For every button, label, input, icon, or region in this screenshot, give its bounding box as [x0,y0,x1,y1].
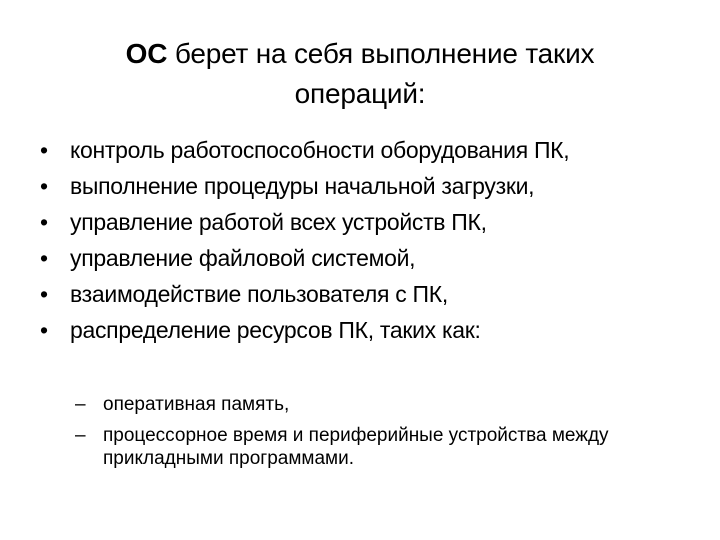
bullet-text: управление файловой системой, [70,245,416,271]
bullet-item [40,315,680,345]
bullet-text: взаимодействие пользователя с ПК, [70,281,448,307]
bullet-text: управление работой всех устройств ПК, [70,209,487,235]
sub-bullet-text: процессорное время и периферийные устройства между прикладными программами. [103,425,609,469]
sub-bullet-text: оперативная память, [103,394,290,415]
bullet-list [40,135,680,351]
bullet-marker: • [40,209,48,235]
sub-bullet-item [75,393,695,416]
sub-bullet-marker: – [75,394,86,415]
bullet-text: выполнение процедуры начальной загрузки, [70,173,535,199]
bullet-marker: • [40,173,48,199]
bullet-item [40,243,680,273]
bullet-marker: • [40,281,48,307]
bullet-item [40,135,680,165]
bullet-item [40,279,680,309]
slide-title [60,34,660,114]
title-text: берет на себя выполнение таких операций: [167,38,595,109]
bullet-marker: • [40,245,48,271]
bullet-text: контроль работоспособности оборудования ПК, [70,137,570,163]
title-bold-abbreviation: ОС [125,38,168,69]
bullet-marker: • [40,317,48,343]
sub-bullet-marker: – [75,425,86,446]
sub-bullet-list [75,393,695,478]
bullet-item [40,171,680,201]
sub-bullet-item [75,424,695,470]
bullet-item [40,207,680,237]
bullet-text: распределение ресурсов ПК, таких как: [70,317,481,343]
bullet-marker: • [40,137,48,163]
